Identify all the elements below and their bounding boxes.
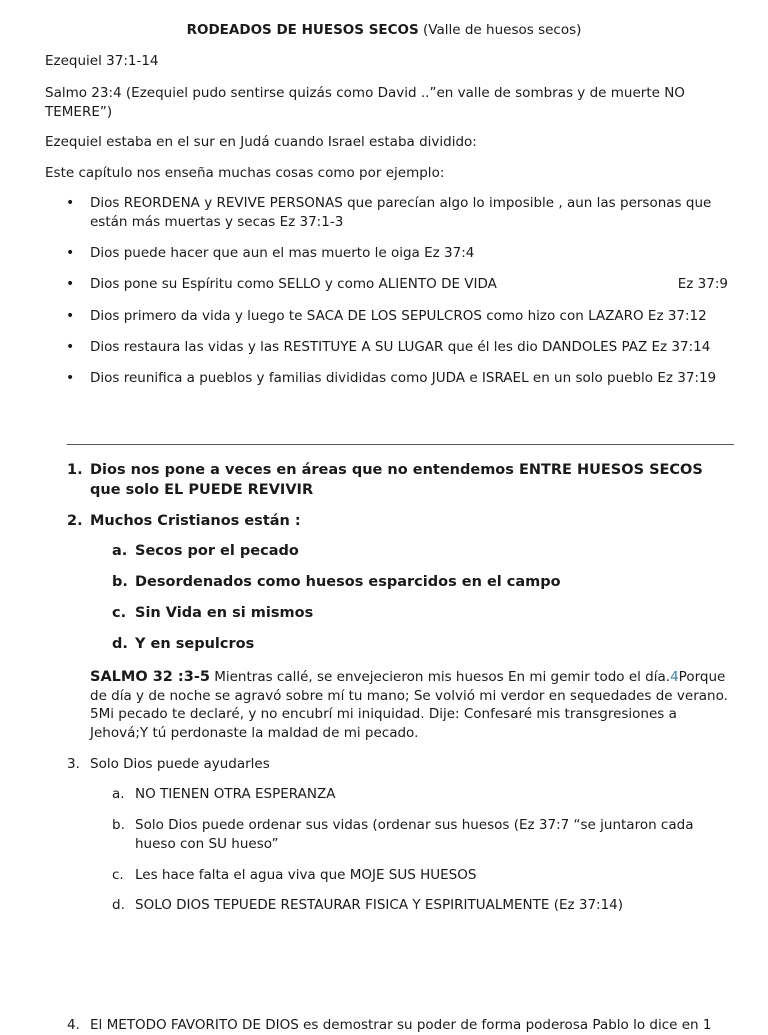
point-text: Muchos Cristianos están : [90,513,301,529]
lessons-list [0,194,768,388]
sub-point [112,635,732,654]
sub-point-text: SOLO DIOS TEPUEDE RESTAURAR FISICA Y ESPIRITUALMENTE (Ez 37:14) [135,897,624,913]
intro-paragraph: Salmo 23:4 (Ezequiel pudo sentirse quizás como David ..”en valle de sombras y de muerte NO TEMERE”) [45,85,685,120]
lead-in-paragraph: Este capítulo nos enseña muchas cosas como por ejemplo: [45,165,445,181]
point-text: Dios nos pone a veces en áreas que no entendemos ENTRE HUESOS SECOS que solo EL PUEDE REVIVIR [90,462,703,498]
title-bold: RODEADOS DE HUESOS SECOS [186,22,419,38]
verse-number-link[interactable]: 4 [670,669,679,685]
list-item-text: Dios pone su Espíritu como SELLO y como ALIENTO DE VIDA [90,276,497,292]
list-item-text: Dios puede hacer que aun el mas muerto le oiga Ez 37:4 [90,244,475,261]
list-item-text: Dios restaura las vidas y las RESTITUYE A SU LUGAR que él les dio DANDOLES PAZ Ez 37:14 [90,339,711,355]
sub-point-letter: d. [112,636,128,652]
point-number: 2. [67,513,83,529]
sub-point [112,816,732,853]
list-item-text: Dios REORDENA y REVIVE PERSONAS que parecían algo lo imposible , aun las personas que están más muertas y secas Ez 37:1-3 [90,195,712,230]
list-item-text: Dios reunifica a pueblos y familias divididas como JUDA e ISRAEL en un solo pueblo Ez 37:19 [90,370,717,386]
list-item-text: Dios primero da vida y luego te SACA DE LOS SEPULCROS como hizo con LAZARO Ez 37:12 [90,307,707,324]
psalm-quote [90,668,738,742]
point-3 [67,754,734,774]
sub-point-text: Y en sepulcros [135,636,255,652]
sub-point-letter: d. [112,897,125,913]
context-paragraph: Ezequiel estaba en el sur en Judá cuando Israel estaba dividido: [45,134,477,150]
sub-point-letter: c. [112,867,124,883]
point-number: 3. [67,756,80,772]
list-item [0,307,768,326]
title-subtitle: (Valle de huesos secos) [418,22,582,38]
sub-point [112,866,732,885]
scripture-reference: Ezequiel 37:1-14 [45,53,159,69]
point-number: 4. [67,1017,80,1033]
sub-point-text: Sin Vida en si mismos [135,605,314,621]
sub-point-text: Desordenados como huesos esparcidos en el campo [135,574,561,590]
psalm-text-1: Mientras callé, se envejecieron mis huesos En mi gemir todo el día. [209,669,671,685]
point-number: 1. [67,462,83,478]
sub-point-text: Les hace falta el agua viva que MOJE SUS HUESOS [135,867,477,883]
list-item-reference: Ez 37:9 [677,276,728,292]
list-item [0,338,768,357]
sub-point [112,896,732,915]
list-item [0,369,768,388]
point-text: El METODO FAVORITO DE DIOS es demostrar su poder de forma poderosa Pablo lo dice en 1 [90,1017,712,1033]
point-text: Solo Dios puede ayudarles [90,756,270,772]
sub-point-text: Secos por el pecado [135,543,299,559]
psalm-text-2: Porque de día y de noche se agravó sobre mí tu mano; Se volvió mi verdor en sequedades de verano. 5Mi pecado te declaré, y no encubrí mi iniquidad. Dije: Confesaré mis transgresiones a Jehová;Y tú perdonaste la maldad de mi pecado. [90,669,728,741]
sub-point-text: Solo Dios puede ordenar sus vidas (ordenar sus huesos (Ez 37:7 “se juntaron cada hueso con SU hueso” [135,817,694,852]
point-1 [67,460,734,500]
sub-point [112,785,732,804]
sub-point-text: NO TIENEN OTRA ESPERANZA [135,786,336,802]
horizontal-divider [67,444,734,445]
psalm-reference: SALMO 32 :3-5 [90,669,210,685]
sub-point-letter: b. [112,817,125,833]
sub-point [112,573,732,592]
sub-point [112,542,732,561]
sub-point-letter: a. [112,786,125,802]
sub-point-letter: c. [112,605,127,621]
sub-point [112,604,732,623]
sub-point-letter: b. [112,574,128,590]
point-2 [67,511,734,531]
sub-point-letter: a. [112,543,128,559]
document-title [0,20,768,40]
list-item [0,244,768,263]
point-4 [67,1015,734,1035]
list-item [0,275,768,294]
list-item [0,194,768,231]
